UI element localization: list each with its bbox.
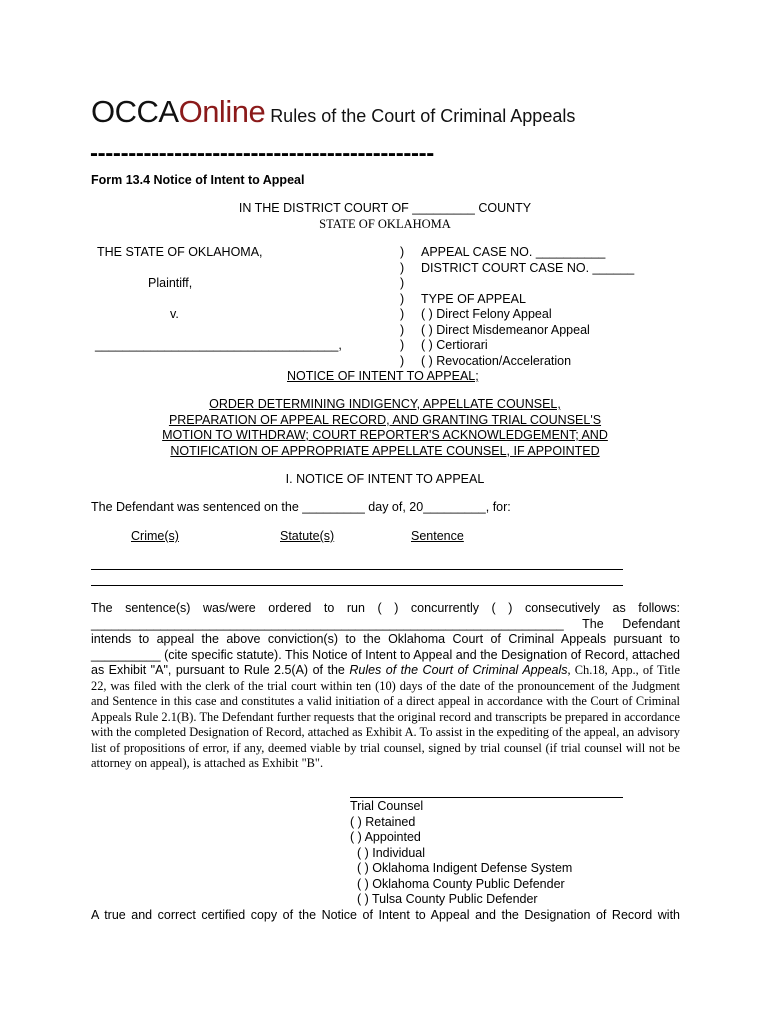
caption-paren: ) <box>400 322 405 337</box>
notice-title: NOTICE OF INTENT TO APPEAL; <box>287 369 479 383</box>
body-paragraph: 22, was filed with the clerk of the trial court within ten (10) days of the date of the pronouncement of the Judgment and Sentence in this case and constitutes a valid initiation of a direct appeal in accordance with the Court of Criminal Appeals Rule 2.1(B). The Defendant further requests that the original record and transcripts be prepared in accordance with the completed Designation of Record, attached as Exhibit A. To assist in the expediting of the appeal, an advisory list of propositions of error, if any, deemed viable by trial counsel, signed by trial counsel (if trial counsel will not be attorney on appeal), is attached as Exhibit "B". <box>91 678 680 770</box>
counsel-option: ( ) Oklahoma County Public Defender <box>350 876 565 891</box>
site-subtitle: Rules of the Court of Criminal Appeals <box>270 106 576 126</box>
form-title: Form 13.4 Notice of Intent to Appeal <box>91 173 305 187</box>
blank-entry-line <box>91 585 623 586</box>
closing-line: A true and correct certified copy of the Notice of Intent to Appeal and the Designation of Record with <box>91 908 680 922</box>
col-header-statutes: Statute(s) <box>280 529 335 543</box>
counsel-option: ( ) Individual <box>350 845 426 860</box>
signature-label: Trial Counsel <box>350 799 424 813</box>
body-line: intends to appeal the above conviction(s) to the Oklahoma Court of Criminal Appeals pursuant to <box>91 632 680 646</box>
caption-versus: v. <box>170 307 179 321</box>
counsel-option: ( ) Appointed <box>350 830 421 844</box>
col-header-sentence: Sentence <box>411 529 464 543</box>
order-line: ORDER DETERMINING INDIGENCY, APPELLATE COUNSEL, <box>209 397 561 411</box>
district-case-number: DISTRICT COURT CASE NO. ______ <box>421 260 635 275</box>
caption-paren: ) <box>400 245 405 259</box>
type-of-appeal-label: TYPE OF APPEAL <box>421 291 526 306</box>
caption-paren: ) <box>400 260 405 275</box>
order-line: MOTION TO WITHDRAW; COURT REPORTER'S ACKNOWLEDGEMENT; AND <box>162 428 608 442</box>
caption-paren: ) <box>400 307 405 321</box>
caption-paren: ) <box>400 338 405 352</box>
body-line: ____________________________________________________________________ The Defendant <box>91 616 680 631</box>
caption-plaintiff: Plaintiff, <box>148 276 193 290</box>
counsel-option: ( ) Tulsa County Public Defender <box>350 892 538 906</box>
counsel-option: ( ) Oklahoma Indigent Defense System <box>350 861 573 875</box>
appeal-type-option: ( ) Revocation/Acceleration <box>421 353 572 368</box>
site-logo <box>91 94 575 130</box>
appeal-type-option: ( ) Direct Misdemeanor Appeal <box>421 322 590 337</box>
caption-party: THE STATE OF OKLAHOMA, <box>97 245 263 259</box>
body-text: , Ch.18, App., of Title <box>567 663 680 677</box>
order-line: NOTIFICATION OF APPROPRIATE APPELLATE COUNSEL, IF APPOINTED <box>170 443 600 458</box>
sentenced-line: The Defendant was sentenced on the _________ day of, 20_________, for: <box>91 500 511 514</box>
brand-suffix: Online <box>178 94 266 129</box>
appeal-case-number: APPEAL CASE NO. __________ <box>421 245 606 259</box>
caption-paren: ) <box>400 276 405 290</box>
body-line: The sentence(s) was/were ordered to run ( ) concurrently ( ) consecutively as follows: <box>91 601 680 615</box>
order-line: PREPARATION OF APPEAL RECORD, AND GRANTING TRIAL COUNSEL'S <box>168 412 602 427</box>
body-text: as Exhibit "A", pursuant to Rule 2.5(A) of the <box>91 663 350 677</box>
caption-paren: ) <box>400 291 405 306</box>
col-header-crimes: Crime(s) <box>131 529 179 543</box>
counsel-option: ( ) Retained <box>350 814 416 829</box>
appeal-type-option: ( ) Direct Felony Appeal <box>421 307 552 321</box>
dashed-divider: --------------------------------------------- <box>90 140 434 167</box>
brand-prefix: OCCA <box>91 94 179 129</box>
appeal-type-option: ( ) Certiorari <box>421 338 488 352</box>
caption-defendant-line: ___________________________________, <box>95 338 342 352</box>
caption-paren: ) <box>400 353 405 368</box>
body-line-exhibit <box>91 663 680 679</box>
court-heading: IN THE DISTRICT COURT OF _________ COUNTY <box>238 201 532 215</box>
body-line: __________ (cite specific statute). This Notice of Intent to Appeal and the Designation of Record, attached <box>91 647 680 662</box>
rules-citation: Rules of the Court of Criminal Appeals <box>349 663 568 677</box>
blank-entry-line <box>91 569 623 570</box>
court-state: STATE OF OKLAHOMA <box>319 217 451 231</box>
signature-line <box>350 797 623 798</box>
section-heading: I. NOTICE OF INTENT TO APPEAL <box>285 472 485 486</box>
